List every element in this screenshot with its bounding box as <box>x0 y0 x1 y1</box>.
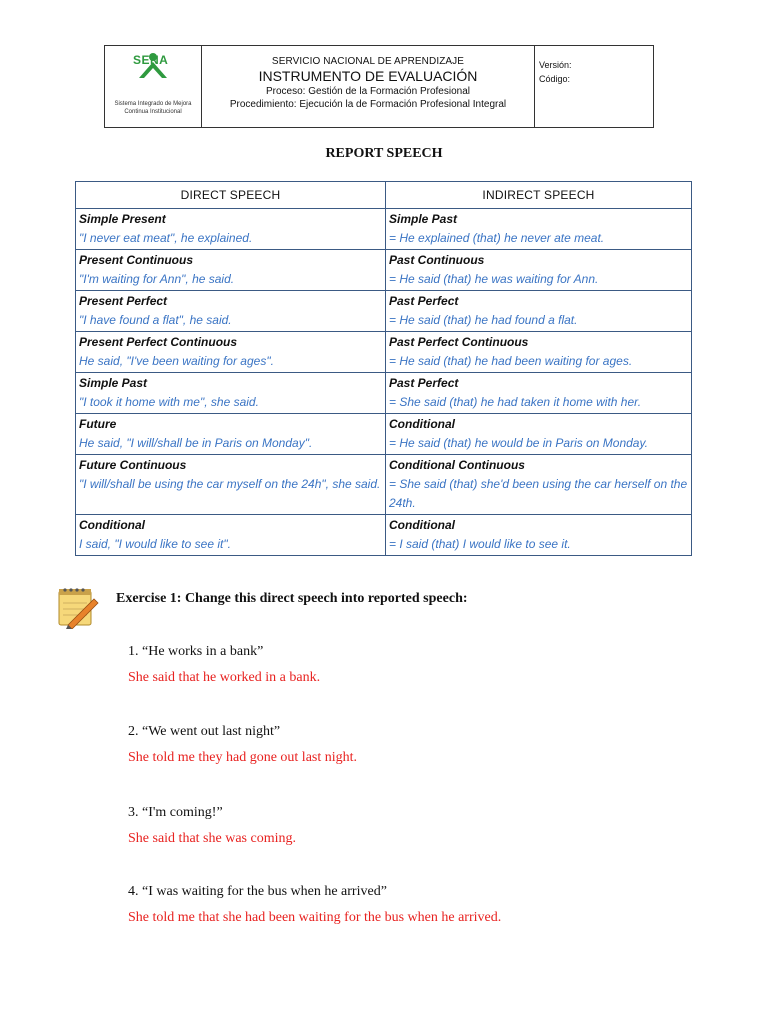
exercise-question: 2. “We went out last night” <box>128 724 281 739</box>
indirect-cell: Conditional = I said (that) I would like to see it. <box>386 515 692 556</box>
process-label: Proceso: Gestión de la Formación Profesional <box>266 86 470 97</box>
logo-text: SENA <box>133 53 169 67</box>
logo-caption: Sistema Integrado de Mejora Continua Institucional <box>114 101 192 115</box>
table-row <box>76 250 692 291</box>
direct-cell: Present Perfect Continuous He said, "I've been waiting for ages". <box>76 332 386 373</box>
header-title-cell <box>202 46 535 127</box>
direct-cell: Present Perfect "I have found a flat", he said. <box>76 291 386 332</box>
exercise-answer: She said that she was coming. <box>128 831 296 846</box>
exercise-question: 1. “He works in a bank” <box>128 644 264 659</box>
instrument-title: INSTRUMENTO DE EVALUACIÓN <box>258 68 478 84</box>
exercise-question: 3. “I'm coming!” <box>128 805 223 820</box>
exercise-answer: She said that he worked in a bank. <box>128 670 321 685</box>
direct-cell: Future He said, "I will/shall be in Paris on Monday". <box>76 414 386 455</box>
indirect-cell: Past Perfect = He said (that) he had found a flat. <box>386 291 692 332</box>
table-row <box>76 209 692 250</box>
indirect-cell: Past Perfect Continuous = He said (that) he had been waiting for ages. <box>386 332 692 373</box>
indirect-cell: Past Continuous = He said (that) he was waiting for Ann. <box>386 250 692 291</box>
header-direct: DIRECT SPEECH <box>76 182 386 209</box>
exercise-title: Exercise 1: Change this direct speech into reported speech: <box>116 591 468 606</box>
indirect-cell: Simple Past = He explained (that) he never ate meat. <box>386 209 692 250</box>
table-row <box>76 455 692 515</box>
notepad-pencil-icon <box>56 585 102 629</box>
direct-cell: Simple Present "I never eat meat", he explained. <box>76 209 386 250</box>
indirect-cell: Past Perfect = She said (that) he had taken it home with her. <box>386 373 692 414</box>
header-indirect: INDIRECT SPEECH <box>386 182 692 209</box>
code-label: Código: <box>539 74 571 84</box>
speech-table <box>75 181 692 556</box>
table-row <box>76 515 692 556</box>
page-title: REPORT SPEECH <box>325 146 443 161</box>
indirect-cell: Conditional = He said (that) he would be in Paris on Monday. <box>386 414 692 455</box>
version-label: Versión: <box>539 60 572 70</box>
organization-name: SERVICIO NACIONAL DE APRENDIZAJE <box>271 56 465 67</box>
header-meta-cell <box>535 46 653 127</box>
indirect-cell: Conditional Continuous = She said (that) she'd been using the car herself on the 24th. <box>386 455 692 515</box>
exercise-question: 4. “I was waiting for the bus when he arrived” <box>128 884 387 899</box>
table-row <box>76 414 692 455</box>
direct-cell: Simple Past "I took it home with me", she said. <box>76 373 386 414</box>
direct-cell: Future Continuous "I will/shall be using the car myself on the 24h", she said. <box>76 455 386 515</box>
document-header <box>104 45 654 128</box>
exercise-answer: She told me they had gone out last night. <box>128 750 358 765</box>
direct-cell: Present Continuous "I'm waiting for Ann", he said. <box>76 250 386 291</box>
table-row <box>76 332 692 373</box>
table-header-row <box>76 182 692 209</box>
exercise-answer: She told me that she had been waiting for the bus when he arrived. <box>128 910 502 925</box>
table-row <box>76 291 692 332</box>
table-row <box>76 373 692 414</box>
direct-cell: Conditional I said, "I would like to see it". <box>76 515 386 556</box>
logo-cell <box>105 46 202 127</box>
procedure-label: Procedimiento: Ejecución la de Formación Profesional Integral <box>229 99 507 110</box>
